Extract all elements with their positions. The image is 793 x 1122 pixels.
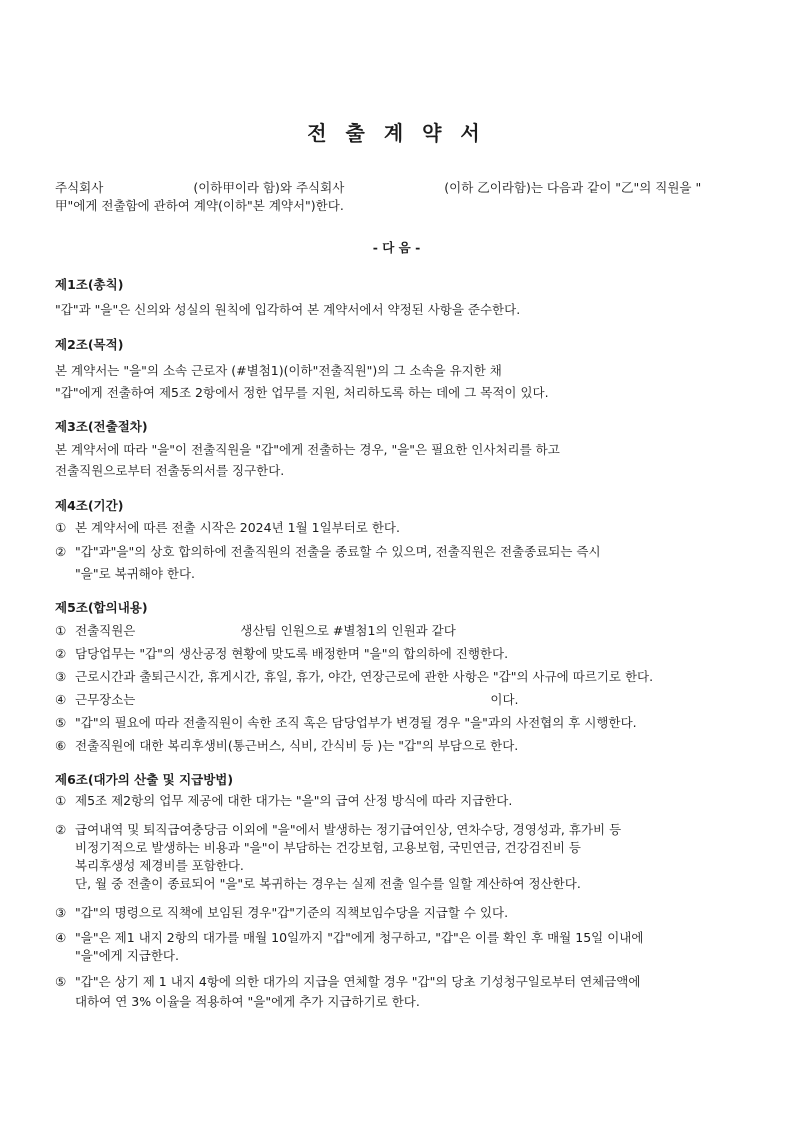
item-text: "갑"의 필요에 따라 전출직원이 속한 조직 혹은 담당업부가 변경될 경우 "을"과의 사전협의 후 시행한다. [75,715,637,730]
article-6-item-4-cont: "을"에게 지급한다. [75,948,179,963]
item-number: ③ [55,669,67,684]
item-text: 생산팀 인원으로 #별첨1의 인원과 같다 [240,623,456,638]
item-text: 담당업무는 "갑"의 생산공정 현황에 맞도록 배정한며 "을"의 합의하에 진행한다. [75,646,509,661]
article-3-line: 본 계약서에 따라 "을"이 전출직원을 "갑"에게 전출하는 경우, "을"은 필요한 인사처리를 하고 [55,442,560,457]
article-6-item-2-cont: 복리후생성 제경비를 포함한다. [75,858,244,873]
item-text: "갑"과"을"의 상호 합의하에 전출직원의 전출을 종료할 수 있으며, 전출직원은 전출종료되는 즉시 [75,544,601,559]
article-2-heading: 제2조(목적) [55,337,124,352]
item-text: 급여내역 및 퇴직급여충당금 이외에 "을"에서 발생하는 정기급여인상, 연차수당, 경영성과, 휴가비 등 [75,822,622,837]
item-number: ④ [55,930,67,945]
item-text: "갑"의 명령으로 직책에 보임된 경우"갑"기준의 직책보임수당을 지급할 수 있다. [75,905,509,920]
item-text: 근로시간과 출퇴근시간, 휴게시간, 휴일, 휴가, 야간, 연장근로에 관한 사항은 "갑"의 사규에 따르기로 한다. [75,669,654,684]
item-number: ⑤ [55,715,67,730]
item-number: ⑤ [55,974,67,989]
article-5-item-6 [55,738,518,754]
article-5-item-3 [55,669,653,685]
separator-heading: - 다 음 - [372,240,421,255]
item-text: "을"은 제1 내지 2항의 대가를 매월 10일까지 "갑"에게 청구하고, "갑"은 이를 확인 후 매월 15일 이내에 [75,930,644,945]
item-number: ② [55,822,67,837]
article-4-heading: 제4조(기간) [55,498,124,513]
intro-text-b: (이하甲이라 함)와 주식회사 [193,180,345,195]
item-text: 이다. [490,692,519,707]
article-6-item-2 [55,822,621,838]
intro-text-a: 주식회사 [55,180,104,195]
item-text: 전출직원에 대한 복리후생비(통근버스, 식비, 간식비 등 )는 "갑"의 부담으로 한다. [75,738,519,753]
article-6-item-2-cont: 비정기적으로 발생하는 비용과 "을"이 부담하는 건강보험, 고용보험, 국민연금, 건강검진비 등 [75,840,581,855]
article-6-item-1 [55,793,512,809]
intro-line-2: 甲"에게 전출함에 관하여 계약(이하"본 계약서")한다. [55,198,344,213]
article-6-item-2-cont: 단, 월 중 전출이 종료되어 "을"로 복귀하는 경우는 실제 전출 일수를 일할 계산하여 정산한다. [75,876,581,891]
intro-text-c: (이하 乙이라함)는 다음과 같이 "乙"의 직원을 " [444,180,702,195]
item-number: ③ [55,905,67,920]
article-3-line: 전출직원으로부터 전출동의서를 징구한다. [55,463,285,478]
item-number: ① [55,520,67,535]
item-text: "갑"은 상기 제 1 내지 4항에 의한 대가의 지급을 연체할 경우 "갑"의 당초 기성청구일로부터 연체금액에 [75,974,641,989]
article-5-item-5 [55,715,637,731]
item-number: ② [55,646,67,661]
document-title: 전 출 계 약 서 [307,121,486,145]
article-6-item-4 [55,930,643,946]
item-text: 제5조 제2항의 업무 제공에 대한 대가는 "을"의 급여 산정 방식에 따라 지급한다. [75,793,513,808]
item-text: 근무장소는 [75,692,136,707]
item-number: ② [55,544,67,559]
article-4-item-2 [55,544,601,560]
article-6-item-3 [55,905,508,921]
item-number: ④ [55,692,67,707]
article-6-heading: 제6조(대가의 산출 및 지급방법) [55,772,234,787]
article-4-item-2-cont: "을"로 복귀해야 한다. [75,566,196,581]
article-5-item-2 [55,646,508,662]
article-6-item-5 [55,974,640,990]
item-number: ⑥ [55,738,67,753]
article-5-item-4 [55,692,519,708]
article-2-line: 본 계약서는 "을"의 소속 근로자 (#별첨1)(이하"전출직원")의 그 소속을 유지한 채 [55,363,502,378]
item-text: 본 계약서에 따른 전출 시작은 2024년 1월 1일부터로 한다. [75,520,400,535]
article-3-heading: 제3조(전출절차) [55,419,148,434]
item-text: 전출직원은 [75,623,136,638]
item-number: ① [55,793,67,808]
article-5-heading: 제5조(합의내용) [55,600,148,615]
article-4-item-1 [55,520,400,536]
article-5-item-1 [55,623,456,639]
item-number: ① [55,623,67,638]
article-1-line: "갑"과 "을"은 신의와 성실의 원칙에 입각하여 본 계약서에서 약정된 사항을 준수한다. [55,302,521,317]
article-2-line: "갑"에게 전출하여 제5조 2항에서 정한 업무를 지원, 처리하도록 하는 데에 그 목적이 있다. [55,385,549,400]
article-6-item-5-cont: 대하여 연 3% 이율을 적용하여 "을"에게 추가 지급하기로 한다. [75,994,420,1009]
article-1-heading: 제1조(총칙) [55,277,124,292]
intro-line-1 [55,180,701,196]
